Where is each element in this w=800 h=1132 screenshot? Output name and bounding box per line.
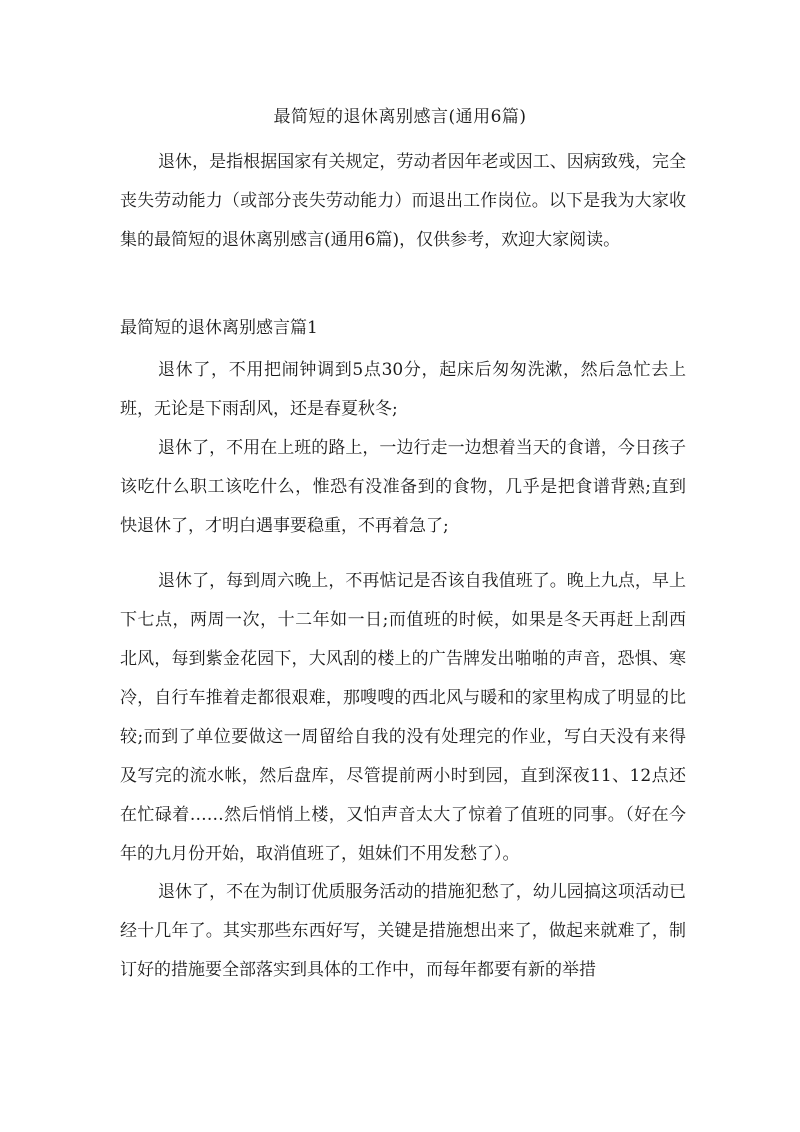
body-paragraph: 退休了，每到周六晚上，不再惦记是否该自我值班了。晚上九点，早上下七点，两周一次，十二年如一日;而值班的时候，如果是冬天再赶上刮西北风，每到紫金花园下，大风刮的楼上的广告牌发出啪啪的声音，恐惧、寒冷，自行车推着走都很艰难，那嗖嗖的西北风与暖和的家里构成了明显的比较;而到了单位要做这一周留给自我的没有处理完的作业，写白天没有来得及写完的流水帐，然后盘库，尽管提前两小时到园，直到深夜11、12点还在忙碌着……然后悄悄上楼，又怕声音太大了惊着了值班的同事。（好在今年的九月份开始，取消值班了，姐妹们不用发愁了）。	[120, 571, 686, 864]
body-paragraph: 退休了，不用把闹钟调到5点30分，起床后匆匆洗漱，然后急忙去上班，无论是下雨刮风，还是春夏秋冬;	[120, 360, 686, 419]
body-paragraph: 退休了，不在为制订优质服务活动的措施犯愁了，幼儿园搞这项活动已经十几年了。其实那些东西好写，关键是措施想出来了，做起来就难了，制订好的措施要全部落实到具体的工作中，而每年都要有新的举措	[120, 882, 686, 980]
section-heading: 最简短的退休离别感言篇1	[120, 318, 318, 338]
intro-paragraph: 退休，是指根据国家有关规定，劳动者因年老或因工、因病致残，完全丧失劳动能力（或部分丧失劳动能力）而退出工作岗位。以下是我为大家收集的最简短的退休离别感言(通用6篇)，仅供参考，欢迎大家阅读。	[120, 152, 686, 250]
body-paragraph: 退休了，不用在上班的路上，一边行走一边想着当天的食谱，今日孩子该吃什么职工该吃什么，惟恐有没准备到的食物，几乎是把食谱背熟;直到快退休了，才明白遇事要稳重，不再着急了;	[120, 438, 686, 536]
document-title: 最简短的退休离别感言(通用6篇)	[273, 107, 527, 127]
